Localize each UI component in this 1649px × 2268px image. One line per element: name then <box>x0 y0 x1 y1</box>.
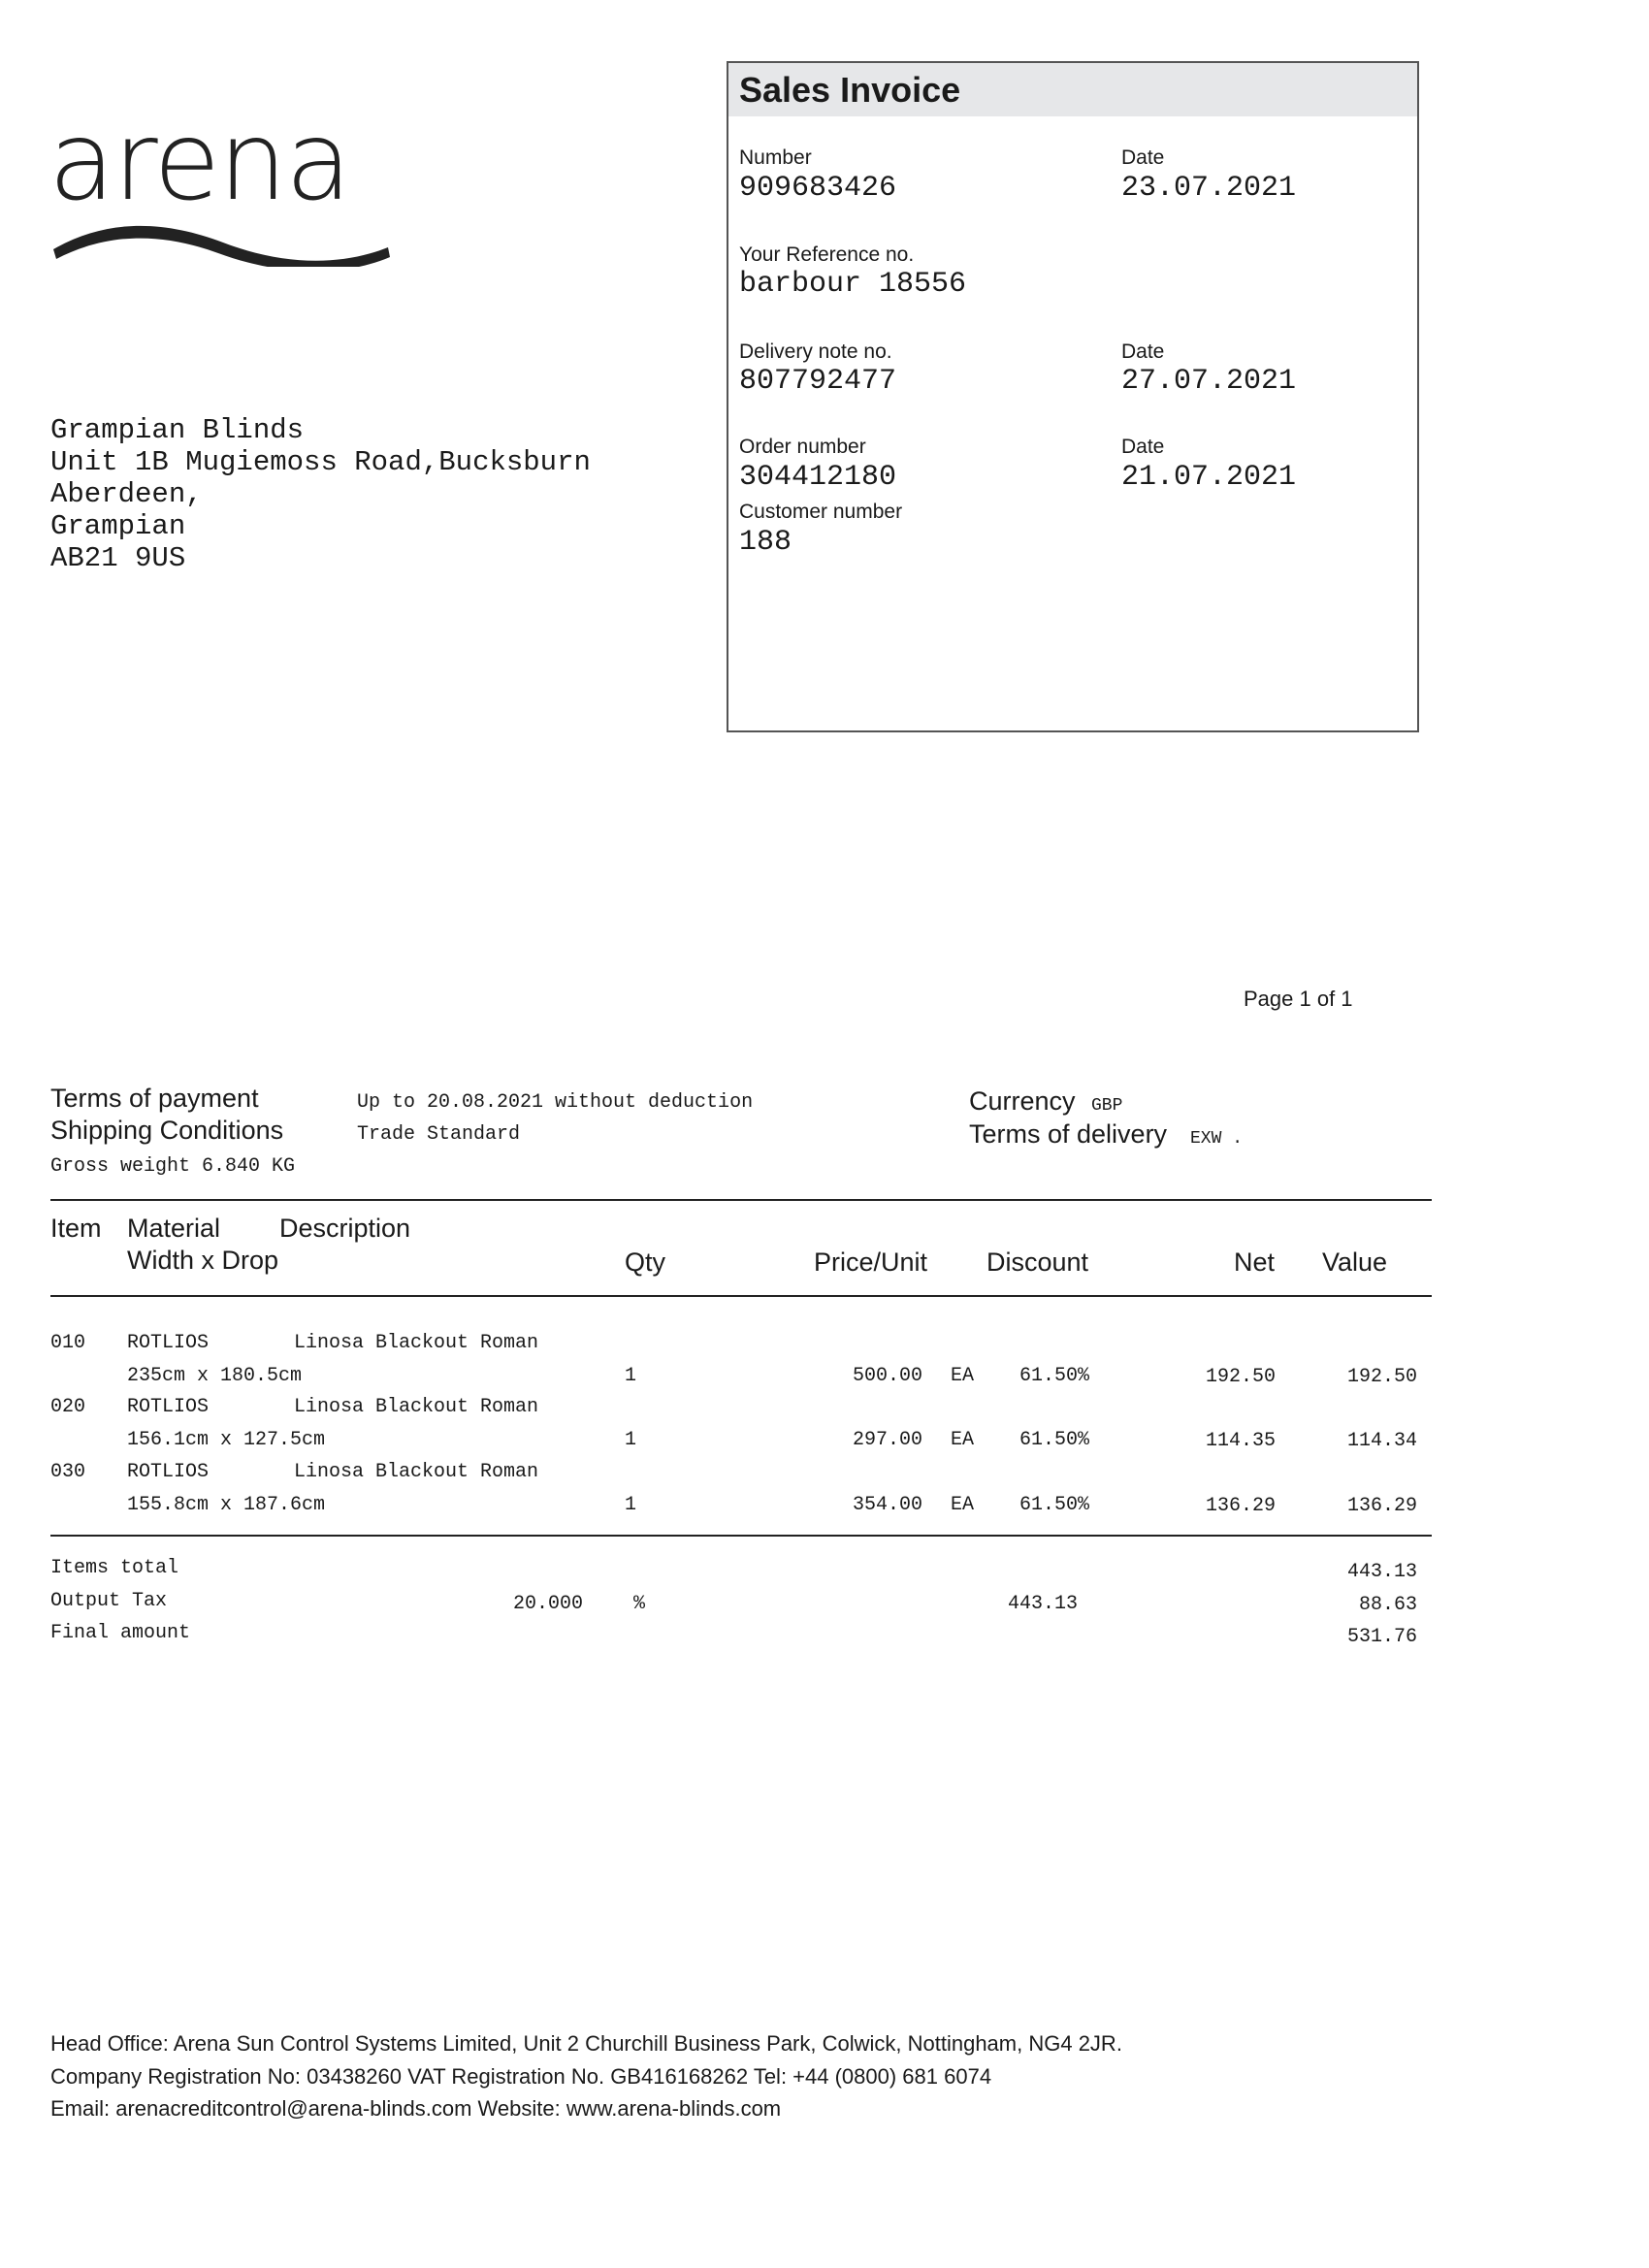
width-drop: 155.8cm x 187.6cm <box>127 1494 326 1516</box>
page-number: Page 1 of 1 <box>1244 987 1353 1011</box>
unit: EA <box>951 1365 975 1387</box>
date-label: Date <box>1121 146 1165 169</box>
reference-value: barbour 18556 <box>739 268 967 301</box>
terms-of-delivery-value: EXW . <box>1190 1129 1244 1149</box>
footer-contact: Email: arenacreditcontrol@arena-blinds.com Website: www.arena-blinds.com <box>50 2096 782 2121</box>
currency-label: Currency <box>969 1086 1076 1116</box>
invoice-info-box <box>727 61 1419 732</box>
col-qty: Qty <box>625 1247 666 1277</box>
invoice-number: 909683426 <box>739 172 897 205</box>
reference-label: Your Reference no. <box>739 243 915 266</box>
discount: 61.50% <box>1019 1429 1090 1451</box>
terms-of-payment-value: Up to 20.08.2021 without deduction <box>357 1091 754 1114</box>
number-label: Number <box>739 146 812 169</box>
gross-weight: Gross weight 6.840 KG <box>50 1155 296 1178</box>
svg-text:arena: arena <box>48 112 350 225</box>
arena-logo <box>48 112 398 272</box>
material-code: ROTLIOS <box>127 1332 210 1354</box>
address-line: Grampian <box>50 510 186 542</box>
divider <box>50 1535 1432 1537</box>
items-total-value: 443.13 <box>1346 1561 1417 1583</box>
final-amount-label: Final amount <box>50 1622 191 1644</box>
items-total-label: Items total <box>50 1557 179 1579</box>
order-date-label: Date <box>1121 436 1165 458</box>
customer-number-label: Customer number <box>739 501 903 523</box>
price-unit: 297.00 <box>852 1429 922 1451</box>
order-date: 21.07.2021 <box>1121 461 1297 494</box>
quantity: 1 <box>625 1494 637 1516</box>
width-drop: 156.1cm x 127.5cm <box>127 1429 326 1451</box>
divider <box>50 1295 1432 1297</box>
col-discount: Discount <box>986 1247 1089 1277</box>
description: Linosa Blackout Roman <box>294 1396 539 1418</box>
shipping-conditions-label: Shipping Conditions <box>50 1116 284 1145</box>
terms-of-delivery-label: Terms of delivery <box>969 1119 1168 1149</box>
customer-address <box>50 414 591 574</box>
discount: 61.50% <box>1019 1494 1090 1516</box>
customer-number: 188 <box>739 526 792 559</box>
description: Linosa Blackout Roman <box>294 1332 539 1354</box>
width-drop: 235cm x 180.5cm <box>127 1365 303 1387</box>
net: 192.50 <box>1205 1366 1276 1388</box>
delivery-note-label: Delivery note no. <box>739 340 892 363</box>
order-number: 304412180 <box>739 461 897 494</box>
delivery-date: 27.07.2021 <box>1121 365 1297 398</box>
description: Linosa Blackout Roman <box>294 1461 539 1483</box>
value: 114.34 <box>1346 1430 1417 1452</box>
quantity: 1 <box>625 1429 637 1451</box>
invoice-date: 23.07.2021 <box>1121 172 1297 205</box>
quantity: 1 <box>625 1365 637 1387</box>
col-item: Item <box>50 1214 102 1243</box>
unit: EA <box>951 1494 975 1516</box>
item-number: 010 <box>50 1332 86 1354</box>
output-tax-value: 88.63 <box>1358 1594 1417 1616</box>
col-description: Description <box>279 1214 411 1243</box>
price-unit: 354.00 <box>852 1494 922 1516</box>
value: 192.50 <box>1346 1366 1417 1388</box>
delivery-note-number: 807792477 <box>739 365 897 398</box>
address-line: Unit 1B Mugiemoss Road,Bucksburn <box>50 446 591 478</box>
col-material: Material <box>127 1214 221 1243</box>
invoice-title: Sales Invoice <box>739 70 961 110</box>
material-code: ROTLIOS <box>127 1396 210 1418</box>
tax-rate: 20.000 <box>513 1593 584 1615</box>
material-code: ROTLIOS <box>127 1461 210 1483</box>
tax-percent-sign: % <box>633 1593 646 1615</box>
order-number-label: Order number <box>739 436 866 458</box>
divider <box>50 1199 1432 1201</box>
footer-registration: Company Registration No: 03438260 VAT Registration No. GB416168262 Tel: +44 (0800) 681 6074 <box>50 2064 992 2089</box>
delivery-date-label: Date <box>1121 340 1165 363</box>
discount: 61.50% <box>1019 1365 1090 1387</box>
address-line: Grampian Blinds <box>50 414 305 446</box>
shipping-conditions-value: Trade Standard <box>357 1123 521 1146</box>
footer-head-office: Head Office: Arena Sun Control Systems Limited, Unit 2 Churchill Business Park, Colwick, Nottingham, NG4 2JR. <box>50 2031 1122 2056</box>
net: 114.35 <box>1205 1430 1276 1452</box>
col-net: Net <box>1234 1247 1276 1277</box>
output-tax-label: Output Tax <box>50 1590 168 1612</box>
price-unit: 500.00 <box>852 1365 922 1387</box>
tax-base: 443.13 <box>1008 1593 1079 1615</box>
item-number: 020 <box>50 1396 86 1418</box>
final-amount-value: 531.76 <box>1346 1626 1417 1648</box>
value: 136.29 <box>1346 1495 1417 1517</box>
net: 136.29 <box>1205 1495 1276 1517</box>
item-number: 030 <box>50 1461 86 1483</box>
currency-value: GBP <box>1091 1096 1123 1116</box>
col-width-drop: Width x Drop <box>127 1246 279 1275</box>
address-line: Aberdeen, <box>50 478 203 510</box>
unit: EA <box>951 1429 975 1451</box>
col-value: Value <box>1322 1247 1388 1277</box>
address-line: AB21 9US <box>50 542 186 574</box>
terms-of-payment-label: Terms of payment <box>50 1084 259 1113</box>
col-price-unit: Price/Unit <box>814 1247 928 1277</box>
